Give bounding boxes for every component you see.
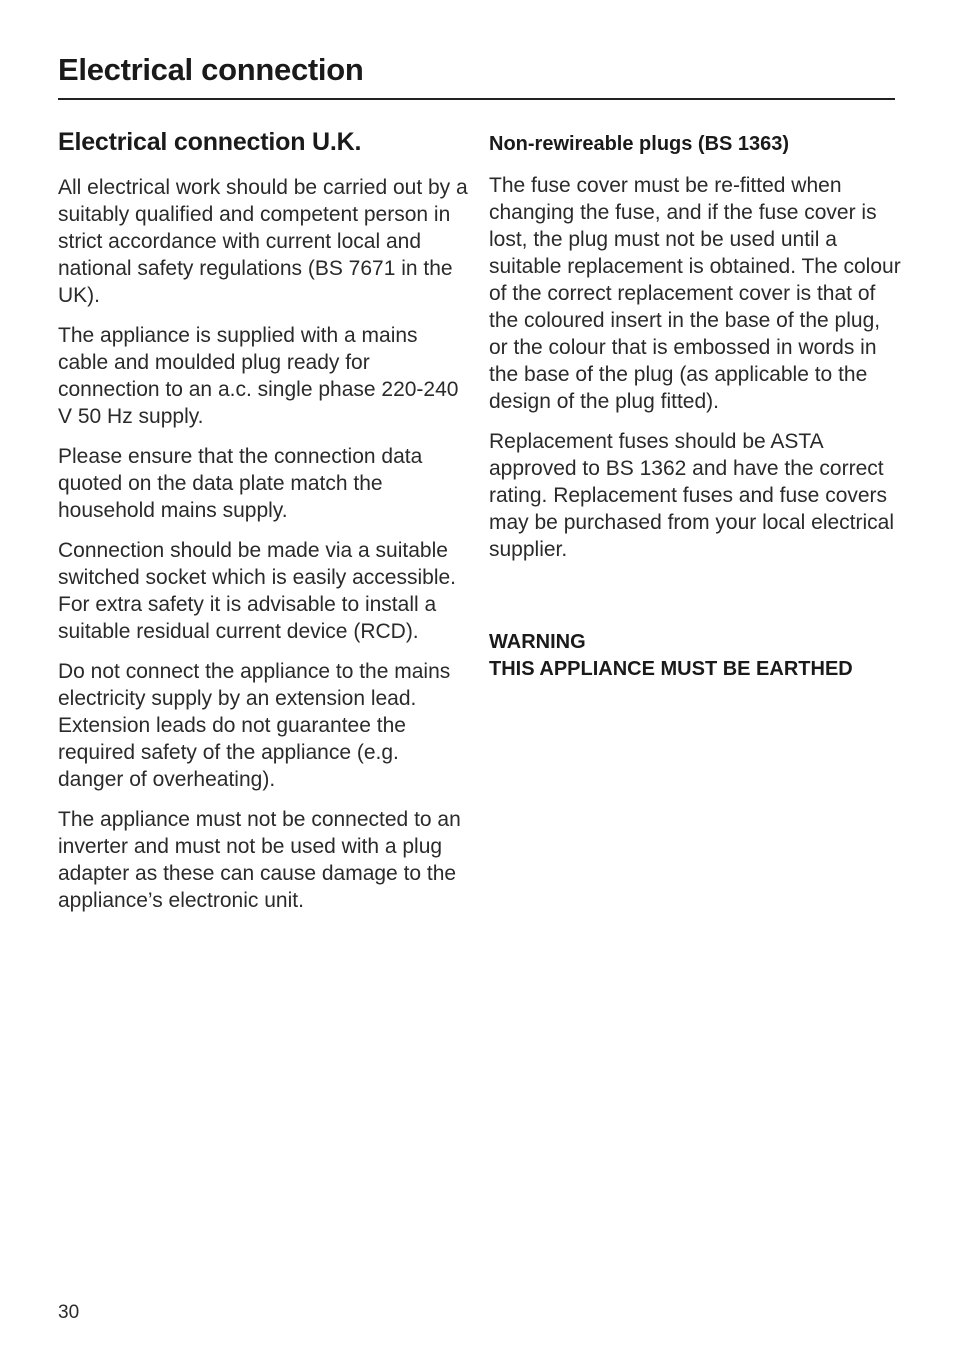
paragraph-fuse-cover: The fuse cover must be re-fitted when changing the fuse, and if the fuse cover is lost, the plug must not be used until a suitable replacement is obtained. The colour of the correct replacement cover is that of the coloured insert in the base of the plug, or the colour that is embossed in words in the base of the plug (as applicable to the design of the plug fitted). [489, 174, 901, 413]
page-number: 30 [58, 1302, 80, 1323]
paragraph-data-plate: Please ensure that the connection data quoted on the data plate match the household mains supply. [58, 445, 423, 522]
warning-label: WARNING [489, 631, 586, 653]
section-heading-electrical-connection-uk: Electrical connection U.K. [58, 128, 362, 156]
paragraph-replacement-fuses: Replacement fuses should be ASTA approved to BS 1362 and have the correct rating. Replacement fuses and fuse covers may be purchased from your local electrical supplier. [489, 430, 895, 561]
paragraph-mains-cable: The appliance is supplied with a mains cable and moulded plug ready for connection to an a.c. single phase 220-240 V 50 Hz supply. [58, 324, 459, 428]
page-title: Electrical connection [58, 52, 364, 87]
page-header [58, 50, 895, 100]
warning-block [489, 629, 901, 683]
warning-earthed-text: THIS APPLIANCE MUST BE EARTHED [489, 658, 853, 680]
sub-heading-non-rewireable-plugs: Non-rewireable plugs (BS 1363) [489, 133, 790, 155]
left-column [58, 124, 470, 927]
paragraph-switched-socket: Connection should be made via a suitable switched socket which is easily accessible. For extra safety it is advisable to install a suitable residual current device (RCD). [58, 539, 456, 643]
paragraph-inverter: The appliance must not be connected to an inverter and must not be used with a plug adapter as these can cause damage to the appliance’s electronic unit. [58, 808, 461, 912]
paragraph-extension-lead: Do not connect the appliance to the mains electricity supply by an extension lead. Extension leads do not guarantee the required safety of the appliance (e.g. danger of overheating). [58, 660, 451, 791]
right-column [489, 124, 901, 683]
paragraph-qualified-person: All electrical work should be carried out by a suitably qualified and competent person in strict accordance with current local and national safety regulations (BS 7671 in the UK). [58, 176, 468, 307]
